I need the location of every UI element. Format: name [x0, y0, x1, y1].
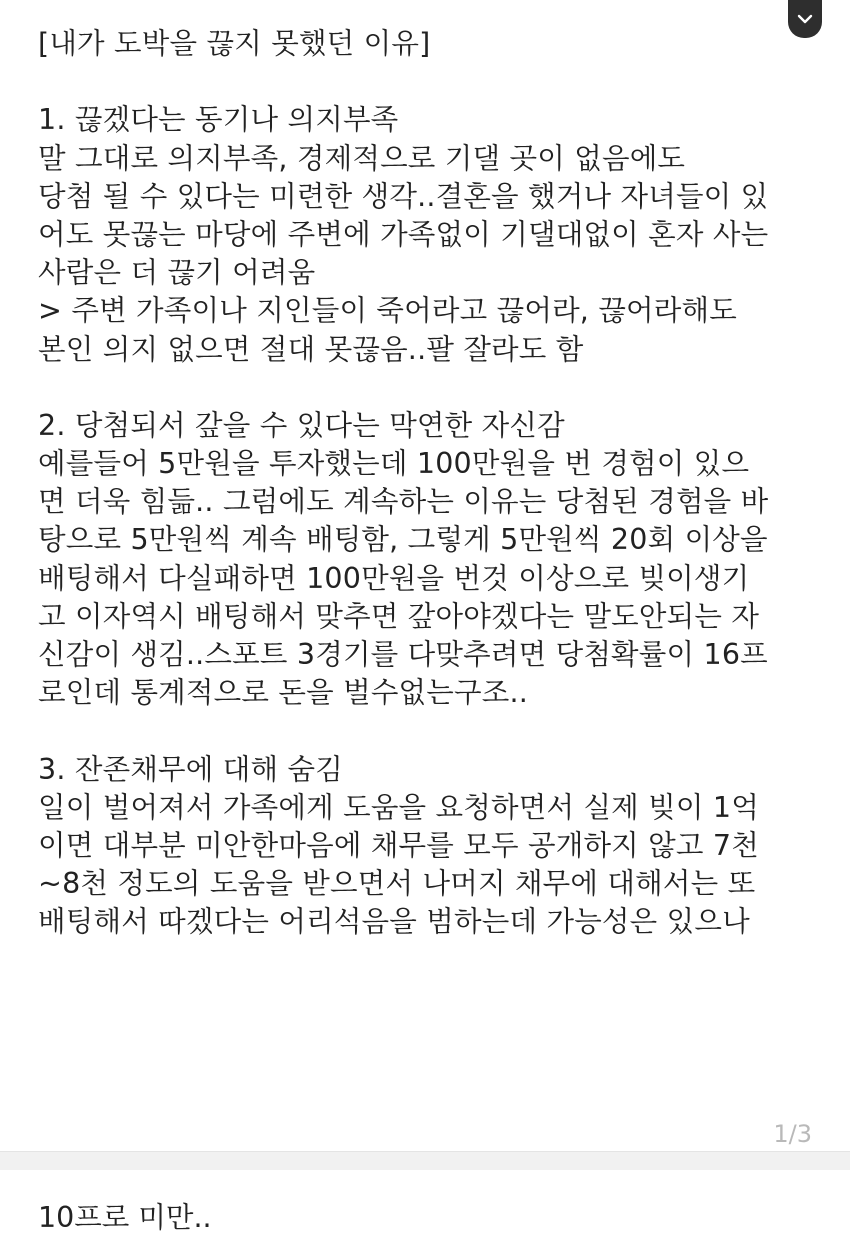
post-line: 신감이 생김..스포트 3경기를 다맞추려면 당첨확률이 16프: [38, 638, 768, 671]
post-line: 2. 당첨되서 갚을 수 있다는 막연한 자신감: [38, 408, 565, 442]
post-line: 말 그대로 의지부족, 경제적으로 기댈 곳이 없음에도: [38, 141, 686, 175]
page-indicator: 1/3: [773, 1120, 812, 1148]
chevron-down-icon: [796, 13, 814, 25]
post-body: [38, 25, 828, 942]
post-line: 고 이자역시 배팅해서 맞추면 갚아야겠다는 말도안되는 자: [38, 599, 760, 633]
post-line: 배팅해서 따겠다는 어리석음을 범하는데 가능성은 있으나: [38, 905, 750, 939]
post-line: [38, 63, 828, 101]
post-line: ~8천 정도의 도움을 받으면서 나머지 채무에 대해서는 또: [38, 867, 756, 901]
post-line: [내가 도박을 끊지 못했던 이유]: [38, 27, 431, 60]
post-line: > 주변 가족이나 지인들이 죽어라고 끊어라, 끊어라해도: [38, 294, 737, 328]
post-line: 어도 못끊는 마당에 주변에 가족없이 기댈대없이 혼자 사는: [38, 217, 769, 251]
post-line: [38, 369, 828, 407]
post-line: 면 더욱 힘듦.. 그럼에도 계속하는 이유는 당첨된 경험을 바: [38, 485, 769, 519]
post-line: 로인데 통계적으로 돈을 벌수없는구조..: [38, 676, 528, 710]
post-line: 당첨 될 수 있다는 미련한 생각..결혼을 했거나 자녀들이 있: [38, 179, 769, 213]
post-line: 이면 대부분 미안한마음에 채무를 모두 공개하지 않고 7천: [38, 828, 759, 862]
comment-area: [0, 1170, 850, 1258]
post-line: 1. 끊겠다는 동기나 의지부족: [38, 103, 399, 137]
post-line: 배팅해서 다실패하면 100만원을 번것 이상으로 빚이생기: [38, 561, 750, 595]
post-line: 예를들어 5만원을 투자했는데 100만원을 번 경험이 있으: [38, 447, 750, 481]
post-line: 본인 의지 없으면 절대 못끊음..팔 잘라도 함: [38, 332, 584, 366]
post-line: 일이 벌어져서 가족에게 도움을 요청하면서 실제 빚이 1억: [38, 790, 759, 824]
post-line: [38, 712, 828, 750]
post-line: 3. 잔존채무에 대해 숨김: [38, 752, 343, 786]
comment-text: 10프로 미만..: [38, 1201, 212, 1234]
post-line: 탕으로 5만원씩 계속 배팅함, 그렇게 5만원씩 20회 이상을: [38, 523, 768, 557]
divider: [0, 1151, 850, 1171]
post-line: 사람은 더 끊기 어려움: [38, 256, 316, 290]
